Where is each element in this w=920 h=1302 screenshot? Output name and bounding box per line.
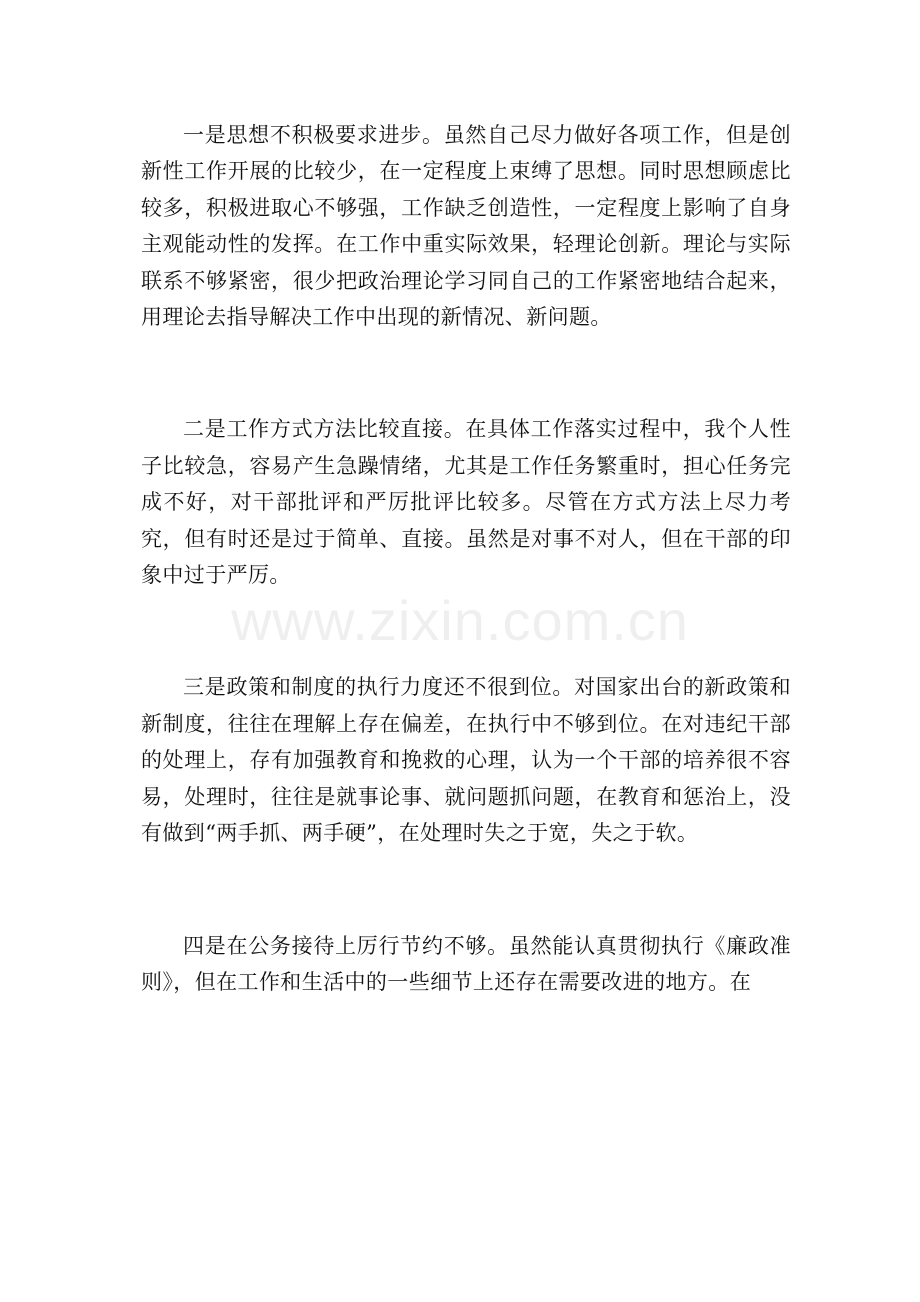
document-body [141, 117, 791, 1076]
watermark: www.zixin.com.cn [231, 589, 689, 652]
paragraph-3: 三是政策和制度的执行力度还不很到位。对国家出台的新政策和新制度，往往在理解上存在偏差，在执行中不够到位。在对违纪干部的处理上，存有加强教育和挽救的心理，认为一个干部的培养很不容易，处理时，往往是就事论事、就问题抓问题，在教育和惩治上，没有做到“两手抓、两手硬”，在处理时失之于宽，失之于软。 [141, 675, 791, 846]
paragraph-2: 二是工作方式方法比较直接。在具体工作落实过程中，我个人性子比较急，容易产生急躁情绪，尤其是工作任务繁重时，担心任务完成不好，对干部批评和严厉批评比较多。尽管在方式方法上尽力考究，但有时还是过于简单、直接。虽然是对事不对人，但在干部的印象中过于严厉。 [141, 417, 791, 588]
paragraph-1: 一是思想不积极要求进步。虽然自己尽力做好各项工作，但是创新性工作开展的比较少，在一定程度上束缚了思想。同时思想顾虑比较多，积极进取心不够强，工作缺乏创造性，一定程度上影响了自身主观能动性的发挥。在工作中重实际效果，轻理论创新。理论与实际联系不够紧密，很少把政治理论学习同自己的工作紧密地结合起来，用理论去指导解决工作中出现的新情况、新问题。 [141, 123, 791, 330]
paragraph-4: 四是在公务接待上厉行节约不够。虽然能认真贯彻执行《廉政准则》，但在工作和生活中的一些细节上还存在需要改进的地方。在 [141, 933, 791, 994]
